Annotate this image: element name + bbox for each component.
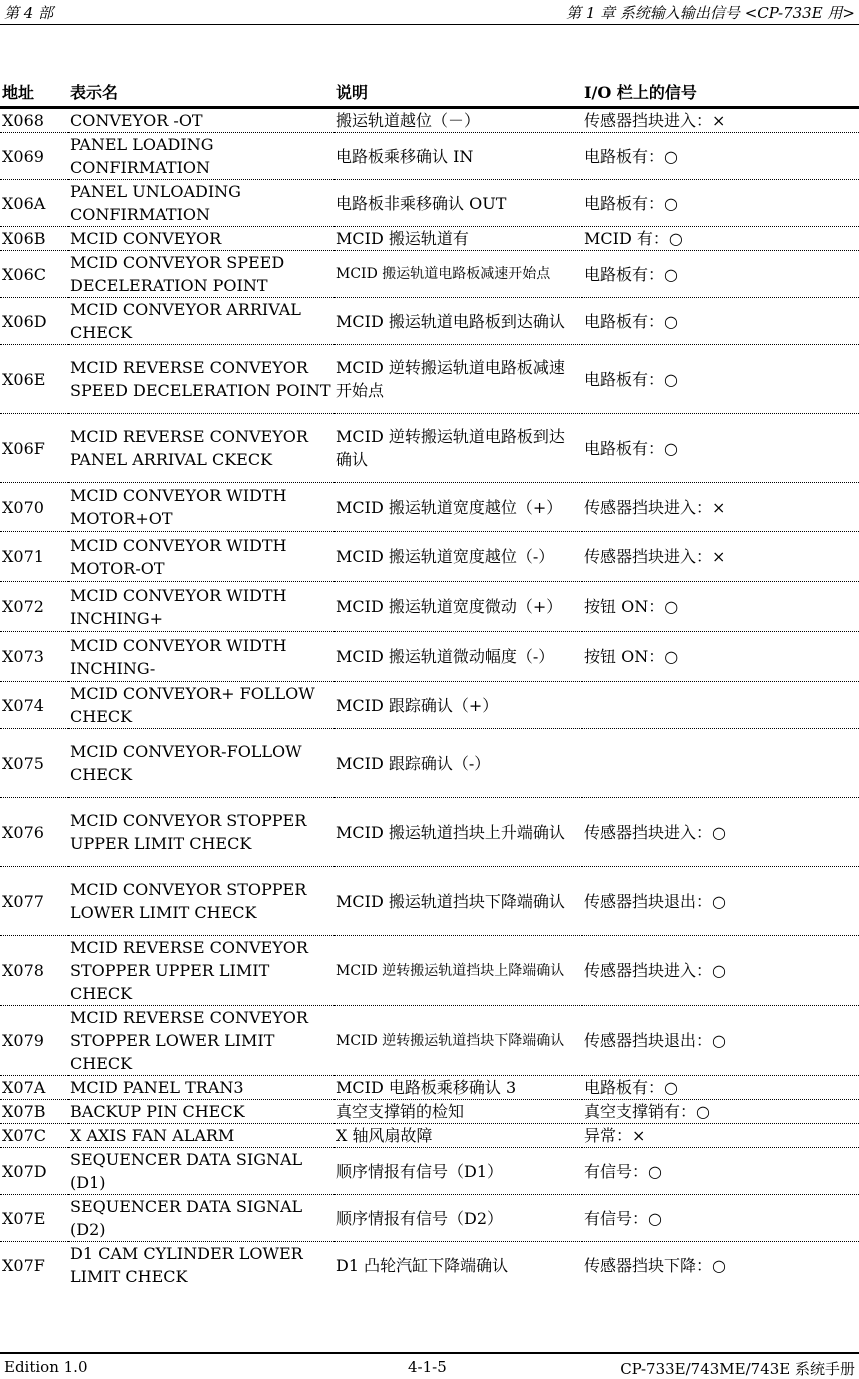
io-signal-cell: [582, 729, 859, 798]
table-row: [0, 1006, 859, 1076]
display-name-cell: MCID CONVEYOR+ FOLLOW CHECK: [68, 682, 334, 729]
table-row: [0, 133, 859, 180]
description-cell: 顺序情报有信号（D2）: [334, 1195, 582, 1242]
manual-title: CP-733E/743ME/743E 系统手册: [620, 1360, 855, 1378]
table-row: [0, 682, 859, 729]
io-signal-cell: 电路板有：○: [582, 414, 859, 483]
table-row: [0, 108, 859, 133]
column-header-description: 说明: [334, 78, 582, 108]
address-cell: X071: [0, 532, 68, 582]
address-cell: X073: [0, 632, 68, 682]
table-row: [0, 1076, 859, 1100]
address-cell: X079: [0, 1006, 68, 1076]
address-cell: X069: [0, 133, 68, 180]
display-name-cell: MCID REVERSE CONVEYOR SPEED DECELERATION POINT: [68, 345, 334, 414]
io-signal-cell: 电路板有：○: [582, 133, 859, 180]
address-cell: X07C: [0, 1124, 68, 1148]
address-cell: X07E: [0, 1195, 68, 1242]
io-signal-cell: 异常：×: [582, 1124, 859, 1148]
description-cell: 顺序情报有信号（D1）: [334, 1148, 582, 1195]
description-cell: MCID 搬运轨道宽度微动（+）: [334, 582, 582, 632]
io-signal-cell: 传感器挡块下降：○: [584, 1255, 726, 1275]
table-row: [0, 729, 859, 798]
display-name-cell: MCID CONVEYOR WIDTH MOTOR+OT: [68, 483, 334, 532]
io-signal-cell: [582, 682, 859, 729]
description-cell: MCID 逆转搬运轨道挡块下降端确认: [334, 1006, 582, 1076]
description-cell: X 轴风扇故障: [334, 1124, 582, 1148]
description-cell: 电路板乘移确认 IN: [334, 133, 582, 180]
io-signal-cell: 传感器挡块退出：○: [582, 1006, 859, 1076]
io-signal-cell: 传感器挡块进入：×: [582, 532, 859, 582]
description-cell: MCID 搬运轨道电路板减速开始点: [334, 251, 582, 298]
table-row: [0, 532, 859, 582]
table-row: [0, 1124, 859, 1148]
display-name-cell: MCID CONVEYOR WIDTH INCHING-: [68, 632, 334, 682]
table-row: [0, 345, 859, 414]
display-name-cell: X AXIS FAN ALARM: [68, 1124, 334, 1148]
description-cell: MCID 搬运轨道微动幅度（-）: [334, 632, 582, 682]
display-name-cell: MCID CONVEYOR WIDTH MOTOR-OT: [68, 532, 334, 582]
address-cell: X068: [0, 108, 68, 133]
address-cell: X07B: [0, 1100, 68, 1124]
address-cell: X06C: [0, 251, 68, 298]
description-cell: MCID 逆转搬运轨道电路板减速开始点: [334, 345, 582, 414]
page-number: 4-1-5: [408, 1358, 447, 1376]
io-signal-cell: 传感器挡块退出：○: [582, 867, 859, 936]
display-name-cell: PANEL UNLOADING CONFIRMATION: [68, 180, 334, 227]
table-row: [0, 251, 859, 298]
column-header-address: 地址: [0, 78, 68, 108]
table-row: [0, 227, 859, 251]
address-cell: X07A: [0, 1076, 68, 1100]
table-row: [0, 798, 859, 867]
address-cell: X07F: [2, 1255, 45, 1275]
io-signal-cell: MCID 有：○: [582, 227, 859, 251]
description-cell: MCID 电路板乘移确认 3: [334, 1076, 582, 1100]
table-row: [0, 483, 859, 532]
description-cell: MCID 搬运轨道挡块下降端确认: [334, 867, 582, 936]
display-name-cell: MCID CONVEYOR ARRIVAL CHECK: [68, 298, 334, 345]
description-cell: MCID 逆转搬运轨道挡块上降端确认: [334, 936, 582, 1006]
table-row: [0, 298, 859, 345]
description-cell: MCID 跟踪确认（+）: [334, 682, 582, 729]
column-header-display-name: 表示名: [68, 78, 334, 108]
description-cell: MCID 搬运轨道挡块上升端确认: [334, 798, 582, 867]
description-cell: MCID 搬运轨道宽度越位（-）: [334, 532, 582, 582]
io-signal-cell: 电路板有：○: [582, 298, 859, 345]
address-cell: X07D: [0, 1148, 68, 1195]
address-cell: X077: [0, 867, 68, 936]
table-row: [0, 936, 859, 1006]
address-cell: X06E: [0, 345, 68, 414]
page-footer: [0, 1352, 859, 1378]
display-name-cell: MCID CONVEYOR WIDTH INCHING+: [68, 582, 334, 632]
table-row: [0, 414, 859, 483]
address-cell: X075: [0, 729, 68, 798]
table-header-row: [0, 78, 859, 108]
io-signal-cell: 有信号：○: [582, 1195, 859, 1242]
io-signal-cell: 真空支撑销有：○: [582, 1100, 859, 1124]
io-signal-cell: 按钮 ON：○: [582, 632, 859, 682]
display-name-cell: MCID CONVEYOR-FOLLOW CHECK: [68, 729, 334, 798]
edition-label: Edition 1.0: [4, 1358, 88, 1376]
table-row: [0, 1195, 859, 1242]
io-signal-cell: 有信号：○: [582, 1148, 859, 1195]
display-name-cell: MCID CONVEYOR SPEED DECELERATION POINT: [68, 251, 334, 298]
table-row: [0, 582, 859, 632]
description-cell: 真空支撑销的检知: [334, 1100, 582, 1124]
description-cell: MCID 搬运轨道有: [334, 227, 582, 251]
display-name-cell: PANEL LOADING CONFIRMATION: [68, 133, 334, 180]
display-name-cell: MCID CONVEYOR STOPPER UPPER LIMIT CHECK: [68, 798, 334, 867]
io-signal-cell: 电路板有：○: [582, 1076, 859, 1100]
address-cell: X070: [0, 483, 68, 532]
address-cell: X06F: [0, 414, 68, 483]
io-signal-cell: 电路板有：○: [582, 180, 859, 227]
display-name-cell: MCID PANEL TRAN3: [68, 1076, 334, 1100]
io-signal-cell: 电路板有：○: [582, 345, 859, 414]
io-signal-table: [0, 78, 859, 1288]
address-cell: X06D: [0, 298, 68, 345]
description-cell: MCID 跟踪确认（-）: [334, 729, 582, 798]
description-cell: MCID 搬运轨道宽度越位（+）: [334, 483, 582, 532]
address-cell: X06A: [0, 180, 68, 227]
table-row: [0, 1148, 859, 1195]
address-cell: X076: [0, 798, 68, 867]
address-cell: X06B: [0, 227, 68, 251]
address-cell: X078: [0, 936, 68, 1006]
display-name-cell: SEQUENCER DATA SIGNAL (D2): [68, 1195, 334, 1242]
display-name-cell: D1 CAM CYLINDER LOWER LIMIT CHECK: [70, 1244, 303, 1286]
io-signal-cell: 电路板有：○: [582, 251, 859, 298]
table-row: [0, 632, 859, 682]
table-row: [0, 1100, 859, 1124]
description-cell: D1 凸轮汽缸下降端确认: [336, 1255, 509, 1275]
description-cell: 电路板非乘移确认 OUT: [334, 180, 582, 227]
table-row: [0, 180, 859, 227]
io-signal-cell: 传感器挡块进入：○: [582, 798, 859, 867]
io-signal-cell: 传感器挡块进入：×: [582, 108, 859, 133]
display-name-cell: MCID REVERSE CONVEYOR STOPPER UPPER LIMIT CHECK: [68, 936, 334, 1006]
display-name-cell: BACKUP PIN CHECK: [68, 1100, 334, 1124]
part-label: 第 4 部: [4, 4, 54, 22]
display-name-cell: MCID REVERSE CONVEYOR PANEL ARRIVAL CKECK: [68, 414, 334, 483]
display-name-cell: MCID REVERSE CONVEYOR STOPPER LOWER LIMIT CHECK: [68, 1006, 334, 1076]
io-signal-cell: 按钮 ON：○: [582, 582, 859, 632]
address-cell: X072: [0, 582, 68, 632]
address-cell: X074: [0, 682, 68, 729]
chapter-title: 第 1 章 系统输入输出信号 <CP-733E 用>: [566, 4, 855, 22]
table-row: [0, 1242, 859, 1289]
description-cell: 搬运轨道越位（－）: [334, 108, 582, 133]
display-name-cell: MCID CONVEYOR: [68, 227, 334, 251]
display-name-cell: MCID CONVEYOR STOPPER LOWER LIMIT CHECK: [68, 867, 334, 936]
display-name-cell: CONVEYOR -OT: [68, 108, 334, 133]
io-signal-cell: 传感器挡块进入：○: [582, 936, 859, 1006]
page-header: [0, 0, 859, 25]
description-cell: MCID 搬运轨道电路板到达确认: [334, 298, 582, 345]
table-row: [0, 867, 859, 936]
column-header-io-signal: I/O 栏上的信号: [582, 78, 859, 108]
io-signal-cell: 传感器挡块进入：×: [582, 483, 859, 532]
display-name-cell: SEQUENCER DATA SIGNAL (D1): [68, 1148, 334, 1195]
description-cell: MCID 逆转搬运轨道电路板到达确认: [334, 414, 582, 483]
